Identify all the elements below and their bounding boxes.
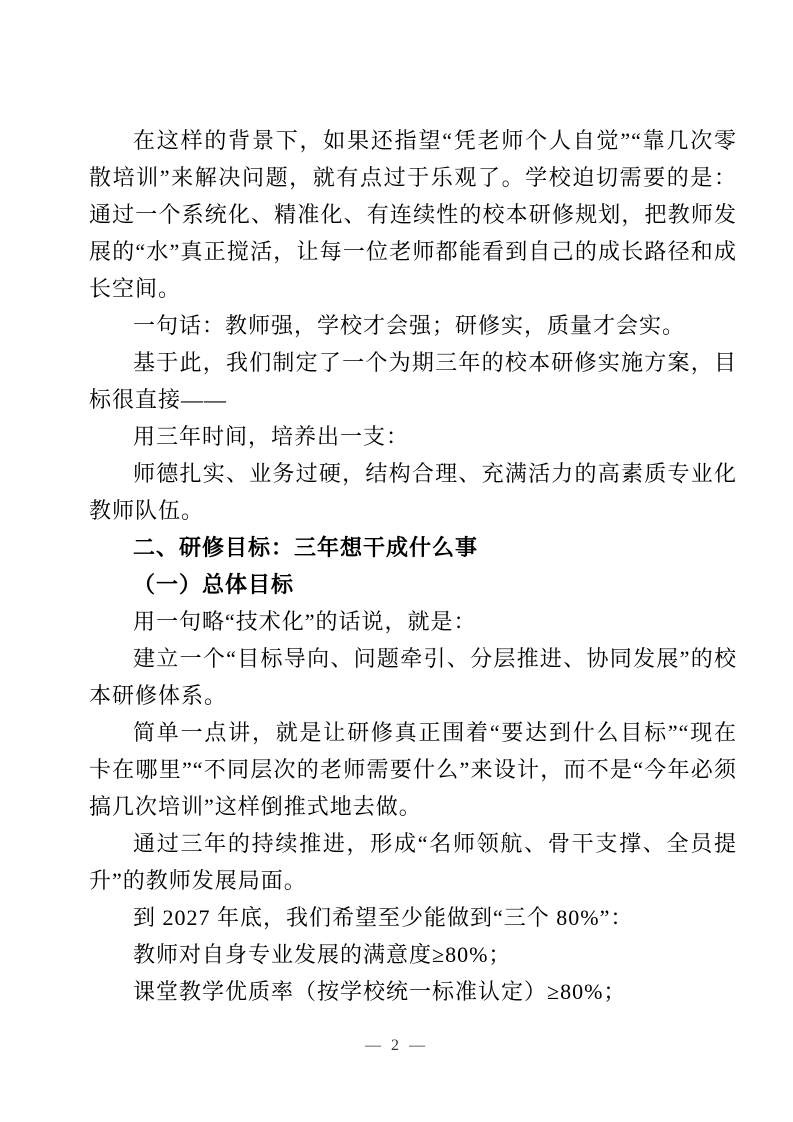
paragraph: 用一句略“技术化”的话说，就是： — [133, 609, 477, 634]
paragraph: 课堂教学优质率（按学校统一标准认定）≥80%； — [133, 979, 627, 1004]
paragraph: 到 2027 年底，我们希望至少能做到“三个 80%”： — [133, 905, 634, 930]
paragraph: 通过三年的持续推进，形成“名师领航、骨干支撑、全员提升”的教师发展局面。 — [89, 831, 737, 893]
subsection-heading: （一）总体目标 — [133, 572, 295, 597]
footer-page-number: — 2 — — [365, 1037, 428, 1054]
section-heading: 二、研修目标：三年想干成什么事 — [133, 535, 479, 560]
paragraph: 师德扎实、业务过硬，结构合理、充满活力的高素质专业化教师队伍。 — [89, 461, 737, 523]
paragraph: 在这样的背景下，如果还指望“凭老师个人自觉”“靠几次零散培训”来解决问题，就有点过于乐观了。学校迫切需要的是：通过一个系统化、精准化、有连续性的校本研修规划，把教师发展的“水”真正搅活，让每一位老师都能看到自己的成长路径和成长空间。 — [89, 128, 737, 301]
paragraph: 用三年时间，培养出一支： — [133, 424, 410, 449]
document-body — [89, 122, 737, 1010]
paragraph: 简单一点讲，就是让研修真正围着“要达到什么目标”“现在卡在哪里”“不同层次的老师需要什么”来设计，而不是“今年必须搞几次培训”这样倒推式地去做。 — [89, 720, 737, 819]
paragraph: 基于此，我们制定了一个为期三年的校本研修实施方案，目标很直接—— — [89, 350, 737, 412]
paragraph: 建立一个“目标导向、问题牵引、分层推进、协同发展”的校本研修体系。 — [89, 646, 737, 708]
paragraph: 教师对自身专业发展的满意度≥80%； — [133, 942, 512, 967]
paragraph: 一句话：教师强，学校才会强；研修实，质量才会实。 — [133, 313, 686, 338]
